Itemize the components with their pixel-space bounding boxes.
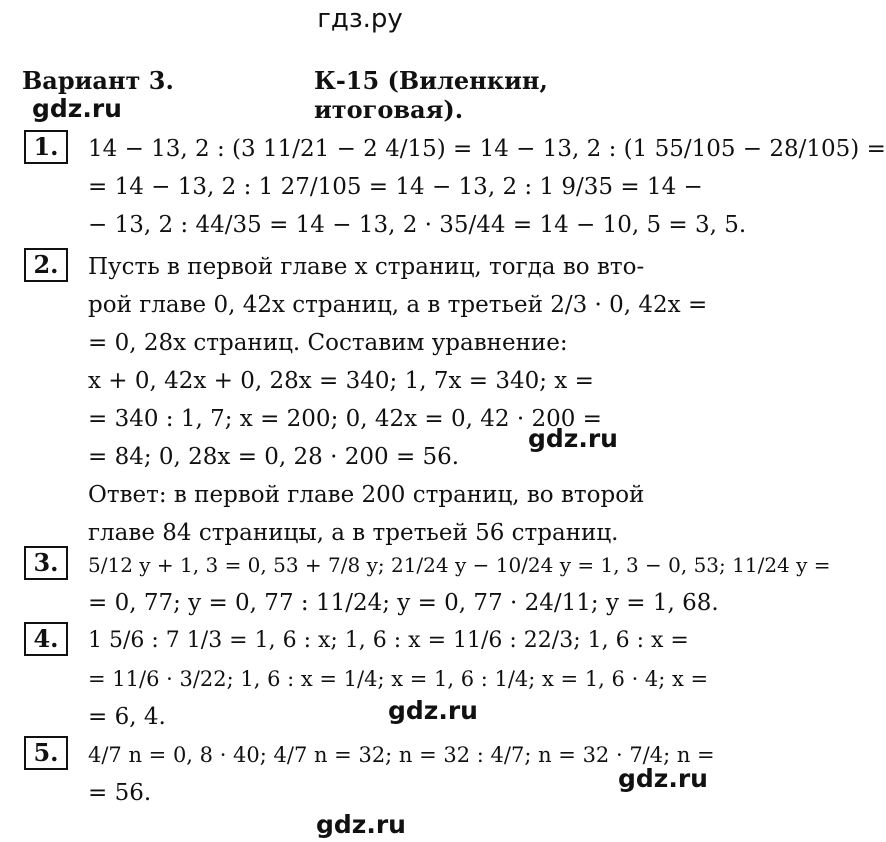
- problem-number: 5.: [24, 736, 68, 770]
- solution-line: = 0, 28x страниц. Составим уравнение:: [88, 330, 568, 356]
- watermark: gdz.ru: [618, 764, 708, 793]
- solution-line: = 6, 4.: [88, 704, 166, 730]
- answer-line: главе 84 страницы, а в третьей 56 страниц.: [88, 520, 619, 546]
- solution-line: Пусть в первой главе x страниц, тогда во вто-: [88, 254, 645, 280]
- solution-line: = 14 − 13, 2 : 1 27/105 = 14 − 13, 2 : 1 9/35 = 14 −: [88, 174, 703, 200]
- problem-number: 2.: [24, 248, 68, 282]
- solution-line: рой главе 0, 42x страниц, а в третьей 2/3 · 0, 42x =: [88, 292, 708, 318]
- watermark: gdz.ru: [316, 810, 406, 839]
- site-title: гдз.ру: [317, 4, 403, 34]
- problem-number: 3.: [24, 546, 68, 580]
- watermark: gdz.ru: [388, 696, 478, 725]
- solution-line: 5/12 y + 1, 3 = 0, 53 + 7/8 y; 21/24 y − 10/24 y = 1, 3 − 0, 53; 11/24 y =: [88, 553, 831, 577]
- solution-line: 14 − 13, 2 : (3 11/21 − 2 4/15) = 14 − 13, 2 : (1 55/105 − 28/105) =: [88, 136, 886, 162]
- problem-number: 1.: [24, 130, 68, 164]
- watermark: gdz.ru: [528, 424, 618, 453]
- variant-label: Вариант 3.: [22, 66, 174, 95]
- solution-line: = 84; 0, 28x = 0, 28 · 200 = 56.: [88, 444, 460, 470]
- solution-line: 4/7 n = 0, 8 · 40; 4/7 n = 32; n = 32 : 4/7; n = 32 · 7/4; n =: [88, 743, 715, 767]
- answer-line: Ответ: в первой главе 200 страниц, во второй: [88, 482, 645, 508]
- solution-line: x + 0, 42x + 0, 28x = 340; 1, 7x = 340; x =: [88, 368, 594, 394]
- solution-line: − 13, 2 : 44/35 = 14 − 13, 2 · 35/44 = 14 − 10, 5 = 3, 5.: [88, 212, 747, 238]
- solution-line: = 0, 77; y = 0, 77 : 11/24; y = 0, 77 · 24/11; y = 1, 68.: [88, 590, 719, 616]
- test-title: К-15 (Виленкин, итоговая).: [314, 66, 548, 124]
- problem-number: 4.: [24, 622, 68, 656]
- solution-line: = 56.: [88, 780, 152, 806]
- watermark: gdz.ru: [32, 94, 122, 123]
- solution-line: = 340 : 1, 7; x = 200; 0, 42x = 0, 42 · 200 =: [88, 406, 602, 432]
- solution-line: = 11/6 · 3/22; 1, 6 : x = 1/4; x = 1, 6 : 1/4; x = 1, 6 · 4; x =: [88, 667, 709, 691]
- solution-line: 1 5/6 : 7 1/3 = 1, 6 : x; 1, 6 : x = 11/6 : 22/3; 1, 6 : x =: [88, 628, 689, 653]
